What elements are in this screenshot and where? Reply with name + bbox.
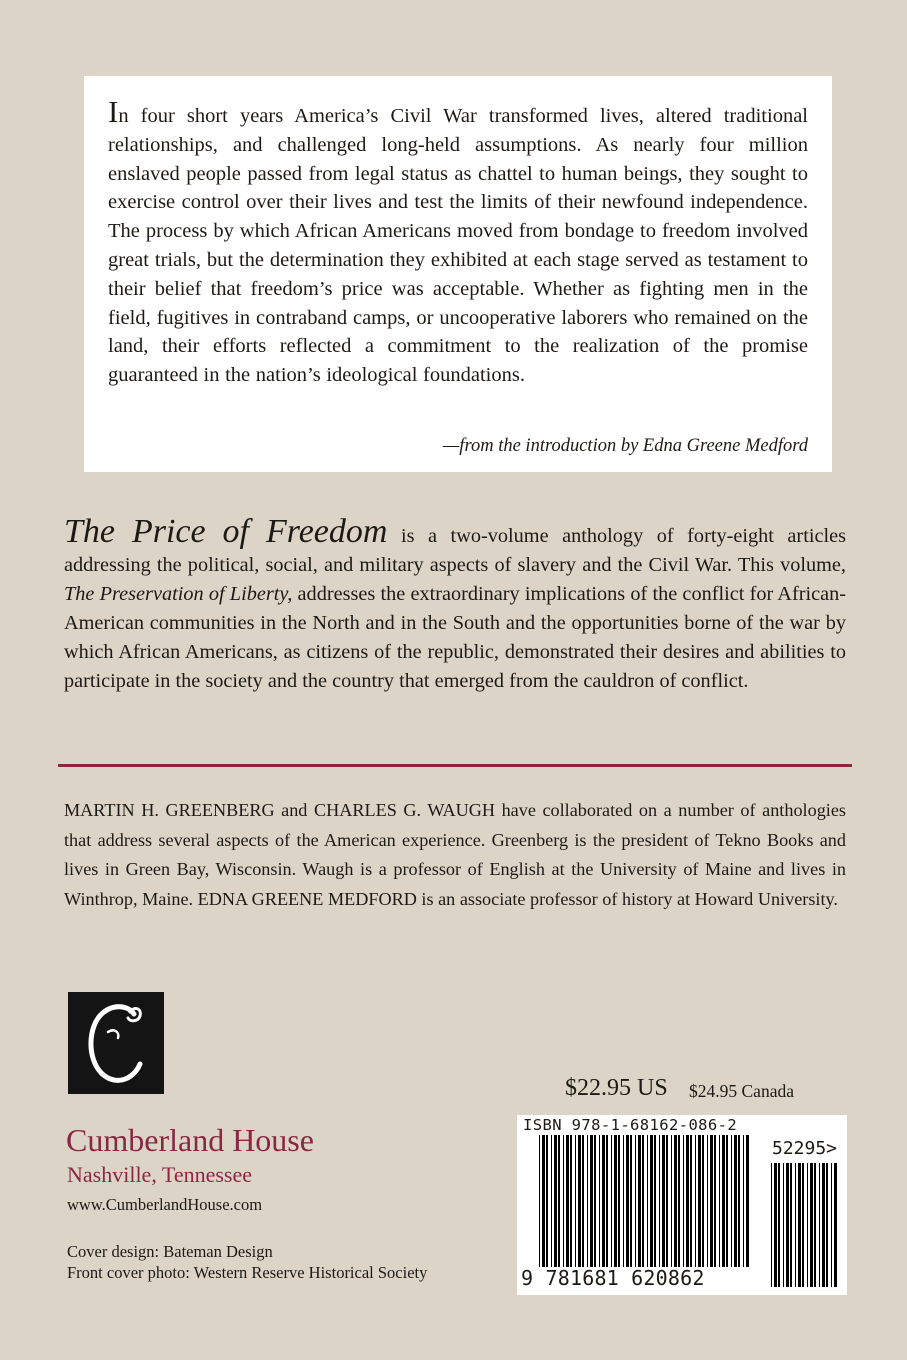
barcode-bar [582, 1135, 584, 1267]
addon-digits: 52295> [772, 1138, 838, 1159]
description-part-2: addresses the extraordinary implications of the conflict for African-American communities in the North and in the South and the opportunities borne of the war by which African Americans, as citizens of the republic, demonstrated their desires and abilities to participate in the society and the country that emerged from the cauldron of conflict. [64, 583, 846, 692]
barcode-bar [587, 1135, 588, 1267]
barcode-bar [795, 1163, 796, 1287]
isbn-label: ISBN 978-1-68162-086-2 [523, 1116, 738, 1134]
barcode-bar [542, 1135, 545, 1267]
barcode-bar [698, 1135, 701, 1267]
barcode-bar [594, 1135, 596, 1267]
barcode-bar [726, 1135, 728, 1267]
barcode-bar [674, 1135, 677, 1267]
barcode-bar [707, 1135, 708, 1267]
barcode-bar [614, 1135, 617, 1267]
price-us: $22.95 US [565, 1075, 668, 1101]
barcode-bar [831, 1163, 832, 1287]
barcode-bar [554, 1135, 557, 1267]
barcode-bar [638, 1135, 641, 1267]
barcode-bar [635, 1135, 636, 1267]
barcode-bar [590, 1135, 593, 1267]
quote-attribution: —from the introduction by Edna Greene Medford [442, 436, 808, 456]
publisher-name: Cumberland House [66, 1122, 314, 1158]
barcode-bar [810, 1163, 813, 1287]
publisher-city: Nashville, Tennessee [67, 1162, 253, 1187]
description-part-1: is a two-volume anthology of forty-eight articles addressing the political, social, and military aspects of slavery and the Civil War. This volume, [64, 525, 846, 576]
barcode-bar [575, 1135, 576, 1267]
barcode-bar [734, 1135, 737, 1267]
barcode-bar [822, 1163, 825, 1287]
barcode-bar [570, 1135, 572, 1267]
barcode-bar [654, 1135, 656, 1267]
barcode-bar [738, 1135, 740, 1267]
barcode-bar [678, 1135, 680, 1267]
barcode-bar [826, 1163, 828, 1287]
quote-text: n four short years America’s Civil War transformed lives, altered traditional relationships, and challenged long-held assumptions. As nearly four million enslaved people passed from legal status as chattel to human beings, they sought to exercise control over their lives and test the limits of their newfound independence. The process by which African Americans moved from bondage to freedom involved great trials, but the determination they exhibited at each stage served as testament to their belief that freedom’s price was acceptable. Whether as fighting men in the field, fugitives in contraband camps, or uncooperative laborers who remained on the land, their efforts reflected a commitment to the realization of the promise guaranteed in the nation’s ideological foundations. [108, 105, 808, 387]
barcode-bar [551, 1135, 552, 1267]
barcode-bar [650, 1135, 653, 1267]
barcode-bar [686, 1135, 689, 1267]
barcode-bar [783, 1163, 784, 1287]
barcode-bar [539, 1135, 540, 1267]
barcode-bar [802, 1163, 804, 1287]
intro-quote-box [84, 76, 832, 472]
ean-digits: 9 781681 620862 [521, 1266, 705, 1290]
publisher-website: www.CumberlandHouse.com [67, 1195, 263, 1214]
barcode-bar [814, 1163, 816, 1287]
publisher-logo [68, 992, 164, 1094]
barcode-bar [618, 1135, 620, 1267]
barcode-bar [566, 1135, 569, 1267]
barcode-bar [834, 1163, 837, 1287]
quote-dropcap: I [108, 94, 119, 129]
barcode-bar [710, 1135, 713, 1267]
book-description [64, 513, 846, 696]
barcode-bar [642, 1135, 644, 1267]
barcode-bar [662, 1135, 665, 1267]
barcode-bar [611, 1135, 612, 1267]
barcode-bar [714, 1135, 716, 1267]
barcode-bar [623, 1135, 624, 1267]
barcode-bar [702, 1135, 704, 1267]
cover-credits [67, 1241, 427, 1283]
barcode-bar [798, 1163, 801, 1287]
volume-title: The Preservation of Liberty, [64, 583, 293, 605]
section-divider [58, 764, 852, 767]
barcode-bar [778, 1163, 780, 1287]
barcode-bar [666, 1135, 668, 1267]
barcode-bar [722, 1135, 725, 1267]
barcode-bar [695, 1135, 696, 1267]
barcode-bar [558, 1135, 560, 1267]
barcode-bar [599, 1135, 600, 1267]
barcode-bar [746, 1135, 749, 1267]
barcode-bar [790, 1163, 792, 1287]
barcode-bar [578, 1135, 581, 1267]
barcode-bar [671, 1135, 672, 1267]
barcode-bar [719, 1135, 720, 1267]
barcode-bar [683, 1135, 684, 1267]
intro-quote [108, 94, 808, 390]
price-canada: $24.95 Canada [689, 1081, 794, 1101]
barcode-bar [774, 1163, 777, 1287]
barcode-bar [659, 1135, 660, 1267]
book-title: The Price of Freedom [64, 513, 388, 550]
barcode-bar [546, 1135, 548, 1267]
barcode-bar [563, 1135, 564, 1267]
barcode-bar [807, 1163, 808, 1287]
barcode-bar [630, 1135, 632, 1267]
barcode-bar [819, 1163, 820, 1287]
barcode-bar [731, 1135, 732, 1267]
cover-photo-credit: Front cover photo: Western Reserve Historical Society [67, 1263, 428, 1282]
barcode-bar [626, 1135, 629, 1267]
publisher-logo-c-glyph [68, 992, 164, 1094]
barcode-bar [786, 1163, 789, 1287]
barcode-bar [690, 1135, 692, 1267]
barcode-bar [602, 1135, 605, 1267]
barcode-bar [606, 1135, 608, 1267]
barcode-bar [647, 1135, 648, 1267]
barcode-bar [743, 1135, 744, 1267]
cover-design-credit: Cover design: Bateman Design [67, 1242, 273, 1261]
author-bio: MARTIN H. GREENBERG and CHARLES G. WAUGH have collaborated on a number of anthologies that address several aspects of the American experience. Greenberg is the president of Tekno Books and lives in Green Bay, Wisconsin. Waugh is a professor of English at the University of Maine and lives in Winthrop, Maine. EDNA GREENE MEDFORD is an associate professor of history at Howard University. [64, 800, 846, 909]
barcode-box [517, 1115, 847, 1295]
barcode-bar [771, 1163, 772, 1287]
